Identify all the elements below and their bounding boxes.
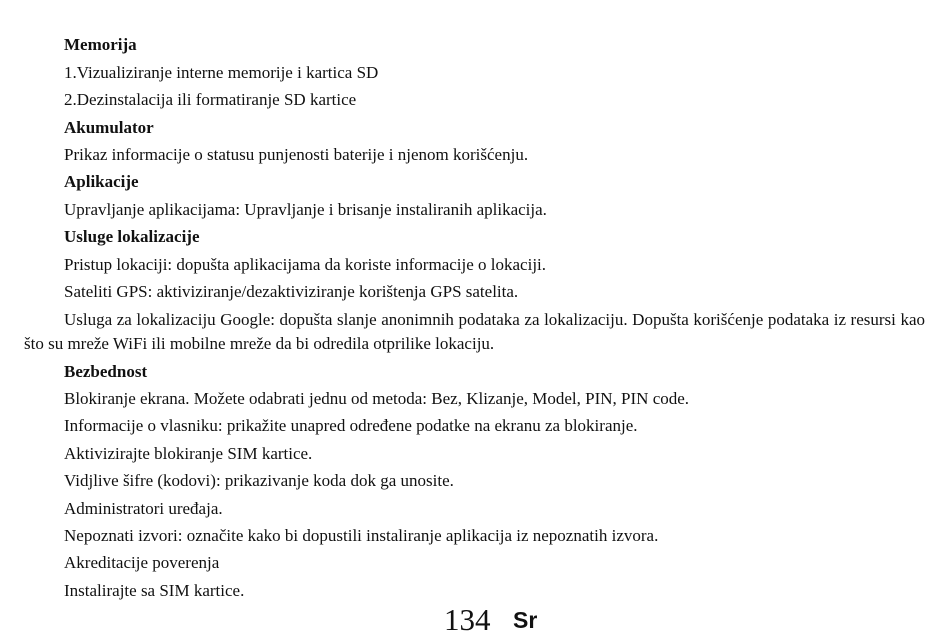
security-item-2: Informacije o vlasniku: prikažite unapred određene podatke na ekranu za blokiranje. [64,416,638,435]
location-item-1: Pristup lokaciji: dopušta aplikacijama da koriste informacije o lokaciji. [64,255,547,274]
security-item-8: Instalirajte sa SIM kartice. [64,581,245,600]
memory-item-2: 2.Dezinstalacija ili formatiranje SD kartice [64,90,357,109]
page-number: 134 [444,602,491,637]
security-item-6: Nepoznati izvori: označite kako bi dopustili instaliranje aplikacija iz nepoznatih izvora. [64,526,659,545]
security-item-1: Blokiranje ekrana. Možete odabrati jednu od metoda: Bez, Klizanje, Model, PIN, PIN code. [64,389,690,408]
google-location-paragraph: Usluga za lokalizaciju Google: dopušta slanje anonimnih podataka za lokalizaciju. Dopušta korišćenje podataka iz resursi kao što su mreže WiFi ili mobilne mreže da bi odredila otprilike lokaciju. [24,310,925,353]
security-item-3: Aktivizirajte blokiranje SIM kartice. [64,444,313,463]
section-heading-applications: Aplikacije [64,172,139,191]
applications-item-1: Upravljanje aplikacijama: Upravljanje i brisanje instaliranih aplikacija. [64,200,547,219]
page-footer [0,603,950,637]
section-heading-memory: Memorija [64,35,137,54]
section-heading-security: Bezbednost [64,362,148,381]
battery-item-1: Prikaz informacije o statusu punjenosti baterije i njenom korišćenju. [64,145,529,164]
security-item-5: Administratori uređaja. [64,499,223,518]
section-heading-location: Usluge lokalizacije [64,227,200,246]
section-heading-battery: Akumulator [64,118,154,137]
location-item-2: Sateliti GPS: aktiviziranje/dezaktiviziranje korištenja GPS satelita. [64,282,519,301]
memory-item-1: 1.Vizualiziranje interne memorije i kartica SD [64,63,379,82]
security-item-7: Akreditacije poverenja [64,553,220,572]
security-item-4: Vidjlive šifre (kodovi): prikazivanje koda dok ga unosite. [64,471,454,490]
language-code: Sr [513,607,538,633]
